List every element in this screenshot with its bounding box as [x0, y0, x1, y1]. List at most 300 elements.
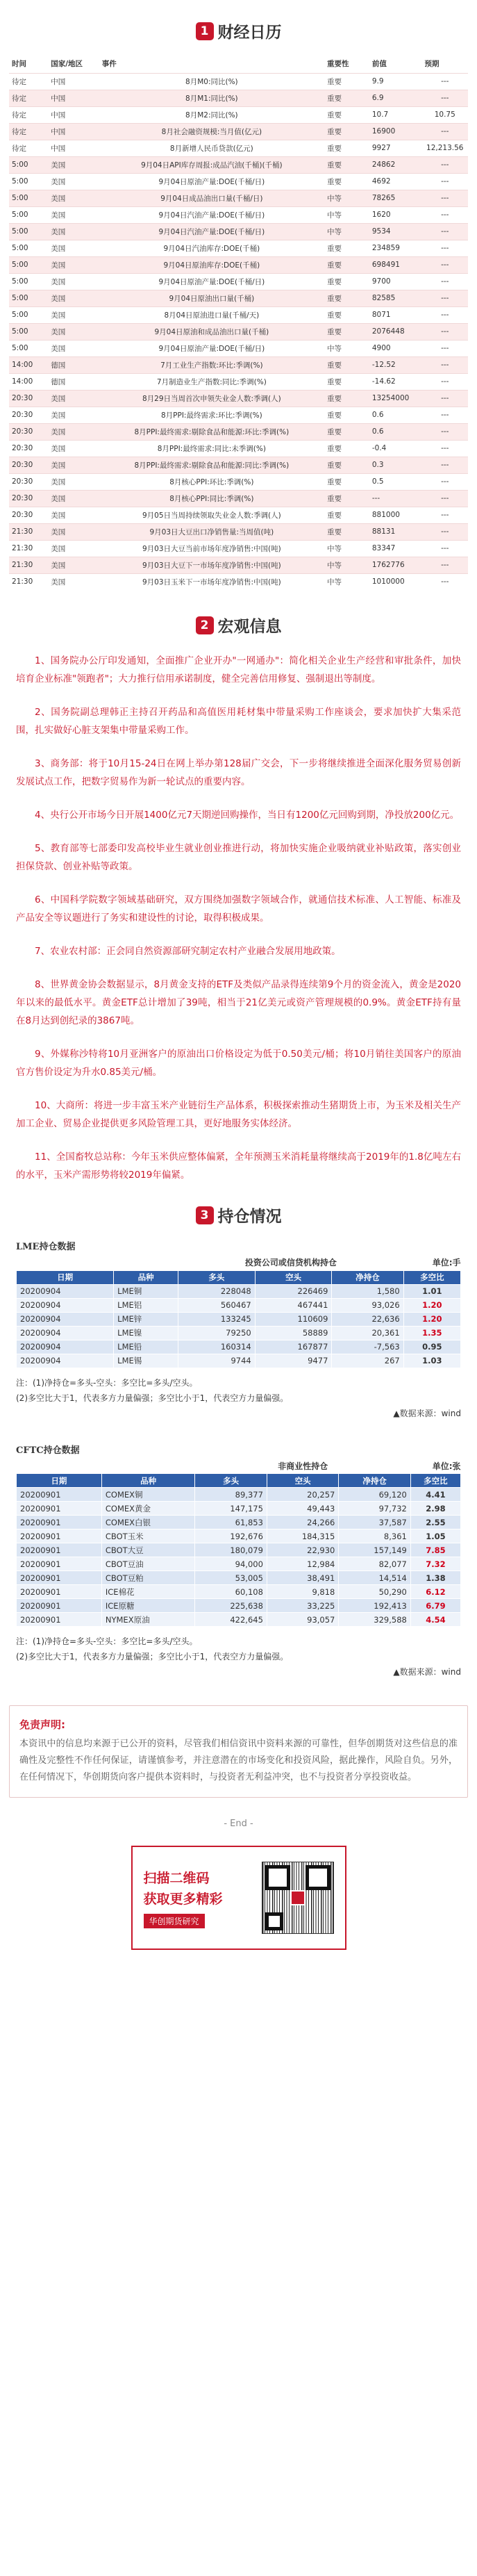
calendar-row: [9, 273, 468, 290]
calendar-row: [9, 323, 468, 340]
news-item: 9、外媒称沙特将10月亚洲客户的原油出口价格设定为低于0.50美元/桶；将10月销往美国客户的原油官方售价设定为升水0.85美元/桶。: [16, 1049, 461, 1078]
lme-body: [17, 1284, 461, 1368]
calendar-row: [9, 440, 468, 457]
cell-short: 22,930: [267, 1543, 338, 1557]
cell-region: 美国: [48, 473, 99, 490]
cell-event: 8月M2:同比(%): [99, 106, 324, 123]
col-header-date: 日期: [17, 1474, 102, 1488]
cell-time: 14:00: [9, 373, 48, 390]
news-item: 5、教育部等七部委印发高校毕业生就业创业推进行动，将加快实施企业吸纳就业补贴政策，落实创业担保贷款、创业补贴等政策。: [16, 843, 461, 872]
cell-region: 美国: [48, 340, 99, 356]
cell-event: 8月M1:同比(%): [99, 90, 324, 106]
cftc-block: [9, 1443, 468, 1678]
cell-previous: 234859: [369, 240, 422, 256]
cell-net: -7,563: [332, 1340, 403, 1354]
cell-product: LME镍: [114, 1326, 178, 1340]
cell-forecast: ---: [422, 90, 468, 106]
cell-time: 待定: [9, 123, 48, 140]
cftc-group-row: [17, 1459, 461, 1474]
cell-product: COMEX白银: [101, 1516, 195, 1529]
calendar-row: [9, 223, 468, 240]
cell-region: 美国: [48, 290, 99, 306]
cell-net: 8,361: [339, 1529, 410, 1543]
cell-long: 225,638: [195, 1599, 267, 1613]
calendar-row: [9, 173, 468, 190]
cell-event: 8月04日原油进口量(千桶/天): [99, 306, 324, 323]
cell-importance: 重要: [324, 306, 369, 323]
calendar-row: [9, 573, 468, 590]
note-line: (2)多空比大于1，代表多方力量偏强；多空比小于1，代表空方力量偏强。: [16, 1652, 289, 1662]
cell-event: 8月核心PPI:环比:季调(%): [99, 473, 324, 490]
cell-forecast: ---: [422, 340, 468, 356]
cell-previous: 9534: [369, 223, 422, 240]
cell-product: CBOT大豆: [101, 1543, 195, 1557]
col-header-event: 事件: [99, 55, 324, 73]
cell-event: 8月PPI:最终需求:剔除食品和能源:同比:季调(%): [99, 457, 324, 473]
cell-product: NYMEX原油: [101, 1613, 195, 1627]
cell-long: 89,377: [195, 1488, 267, 1502]
cell-forecast: ---: [422, 507, 468, 523]
cftc-title: CFTC持仓数据: [16, 1445, 80, 1456]
cftc-table: [16, 1459, 461, 1627]
cell-importance: 重要: [324, 356, 369, 373]
cell-previous: 9.9: [369, 73, 422, 90]
cell-forecast: ---: [422, 473, 468, 490]
cell-date: 20200904: [17, 1312, 114, 1326]
col-header-product: 品种: [114, 1270, 178, 1284]
cell-event: 9月04日原油产量:DOE(千桶/日): [99, 273, 324, 290]
cell-date: 20200904: [17, 1340, 114, 1354]
disclaimer-text: 本资讯中的信息均来源于已公开的资料，尽管我们相信资讯中资料来源的可靠性，但华创期货对这些信息的准确性及完整性不作任何保证，请谨慎参考，并注意潜在的市场变化和投资风险，据此操作，风险自负。另外，在任何情况下，华创期货向客户提供本资料时，与投资者无利益冲突，也不与投资者分享投资收益。: [19, 1739, 458, 1782]
cell-short: 58889: [255, 1326, 332, 1340]
cell-time: 待定: [9, 73, 48, 90]
cell-importance: 重要: [324, 90, 369, 106]
cell-ratio: 2.55: [410, 1516, 460, 1529]
cell-region: 美国: [48, 156, 99, 173]
cell-date: 20200901: [17, 1613, 102, 1627]
cell-net: 192,413: [339, 1599, 410, 1613]
cell-forecast: ---: [422, 223, 468, 240]
cell-short: 110609: [255, 1312, 332, 1326]
calendar-row: [9, 373, 468, 390]
cell-product: ICE棉花: [101, 1585, 195, 1599]
section-header-calendar: [9, 19, 468, 42]
cell-importance: 重要: [324, 123, 369, 140]
calendar-row: [9, 256, 468, 273]
cell-importance: 重要: [324, 390, 369, 407]
cell-importance: 中等: [324, 223, 369, 240]
cell-product: ICE原糖: [101, 1599, 195, 1613]
cell-ratio: 1.03: [403, 1354, 460, 1368]
cell-short: 9,818: [267, 1585, 338, 1599]
calendar-row: [9, 390, 468, 407]
cell-net: 97,732: [339, 1502, 410, 1516]
cftc-unit: 单位:张: [432, 1461, 461, 1471]
cell-ratio: 4.54: [410, 1613, 460, 1627]
cell-ratio: 1.05: [410, 1529, 460, 1543]
cell-event: 9月04日成品油出口量(千桶/日): [99, 190, 324, 206]
cell-ratio: 6.79: [410, 1599, 460, 1613]
cell-region: 中国: [48, 123, 99, 140]
cell-region: 德国: [48, 356, 99, 373]
cell-net: 20,361: [332, 1326, 403, 1340]
calendar-row: [9, 240, 468, 256]
cell-long: 79250: [178, 1326, 256, 1340]
cell-event: 9月04日原油出口量(千桶): [99, 290, 324, 306]
cell-time: 20:30: [9, 473, 48, 490]
cftc-source: ▲数据来源：wind: [393, 1667, 461, 1677]
cell-region: 美国: [48, 440, 99, 457]
position-row: [17, 1284, 461, 1298]
cell-time: 5:00: [9, 323, 48, 340]
cell-region: 美国: [48, 273, 99, 290]
cell-region: 美国: [48, 573, 99, 590]
cell-previous: 88131: [369, 523, 422, 540]
position-row: [17, 1298, 461, 1312]
cell-net: 1,580: [332, 1284, 403, 1298]
cell-date: 20200901: [17, 1585, 102, 1599]
cell-importance: 中等: [324, 573, 369, 590]
section-header-macro: [9, 614, 468, 637]
cell-forecast: ---: [422, 423, 468, 440]
cell-event: 8月PPI:最终需求:剔除食品和能源:环比:季调(%): [99, 423, 324, 440]
cell-net: 157,149: [339, 1543, 410, 1557]
cell-long: 94,000: [195, 1557, 267, 1571]
cell-previous: 0.6: [369, 423, 422, 440]
qr-text-block: [144, 1868, 223, 1928]
cell-forecast: ---: [422, 323, 468, 340]
cftc-group-label: 非商业性持仓: [278, 1461, 328, 1471]
cell-region: 美国: [48, 206, 99, 223]
calendar-row: [9, 206, 468, 223]
cell-region: 美国: [48, 490, 99, 507]
cell-region: 美国: [48, 240, 99, 256]
qr-brand: 华创期货研究: [144, 1914, 205, 1928]
cell-forecast: ---: [422, 540, 468, 557]
position-row: [17, 1529, 461, 1543]
cell-ratio: 4.41: [410, 1488, 460, 1502]
cell-previous: 9700: [369, 273, 422, 290]
qr-line-2: 获取更多精彩: [143, 1891, 223, 1907]
cell-forecast: ---: [422, 123, 468, 140]
cell-date: 20200901: [17, 1543, 102, 1557]
cell-time: 5:00: [9, 273, 48, 290]
qr-code-icon[interactable]: [262, 1862, 334, 1934]
calendar-row: [9, 490, 468, 507]
cell-time: 5:00: [9, 256, 48, 273]
cell-importance: 重要: [324, 423, 369, 440]
col-header-product: 品种: [101, 1474, 195, 1488]
lme-source: ▲数据来源：wind: [393, 1408, 461, 1418]
calendar-row: [9, 73, 468, 90]
cell-region: 美国: [48, 223, 99, 240]
cell-region: 中国: [48, 140, 99, 156]
cell-forecast: ---: [422, 156, 468, 173]
col-header-net: 净持仓: [339, 1474, 410, 1488]
cell-forecast: 12,213.56: [422, 140, 468, 156]
position-row: [17, 1543, 461, 1557]
cell-importance: 重要: [324, 507, 369, 523]
cell-ratio: 6.12: [410, 1585, 460, 1599]
col-header-time: 时间: [9, 55, 48, 73]
cell-importance: 重要: [324, 523, 369, 540]
cell-previous: 698491: [369, 256, 422, 273]
cell-short: 467441: [255, 1298, 332, 1312]
cell-time: 5:00: [9, 223, 48, 240]
col-header-short: 空头: [267, 1474, 338, 1488]
position-row: [17, 1326, 461, 1340]
cell-previous: -12.52: [369, 356, 422, 373]
cell-region: 美国: [48, 173, 99, 190]
cell-forecast: ---: [422, 356, 468, 373]
cell-previous: 82585: [369, 290, 422, 306]
cell-product: LME铅: [114, 1340, 178, 1354]
cell-region: 美国: [48, 457, 99, 473]
cftc-notes: [16, 1634, 461, 1664]
position-row: [17, 1502, 461, 1516]
news-item: 3、商务部：将于10月15-24日在网上举办第128届广交会，下一步将继续推进全面深化服务贸易创新发展试点工作，把数字贸易作为新一轮试点的重要内容。: [16, 758, 461, 787]
qr-card: [131, 1846, 346, 1950]
cell-time: 待定: [9, 106, 48, 123]
cell-previous: 9927: [369, 140, 422, 156]
cell-ratio: 1.38: [410, 1571, 460, 1585]
cell-previous: 1010000: [369, 573, 422, 590]
cell-time: 5:00: [9, 290, 48, 306]
cell-short: 24,266: [267, 1516, 338, 1529]
calendar-row: [9, 473, 468, 490]
cell-previous: 10.7: [369, 106, 422, 123]
cftc-body: [17, 1488, 461, 1627]
cell-importance: 中等: [324, 340, 369, 356]
cell-long: 160314: [178, 1340, 256, 1354]
col-header-importance: 重要性: [324, 55, 369, 73]
col-header-net: 净持仓: [332, 1270, 403, 1284]
cell-previous: 16900: [369, 123, 422, 140]
cell-time: 14:00: [9, 356, 48, 373]
cell-ratio: 1.20: [403, 1298, 460, 1312]
cell-region: 美国: [48, 390, 99, 407]
qr-line-1: 扫描二维码: [143, 1870, 210, 1886]
cell-region: 美国: [48, 423, 99, 440]
calendar-header-row: [9, 55, 468, 73]
cell-date: 20200901: [17, 1529, 102, 1543]
cell-net: 37,587: [339, 1516, 410, 1529]
col-header-ratio: 多空比: [410, 1474, 460, 1488]
calendar-body: [9, 73, 468, 590]
cell-region: 美国: [48, 323, 99, 340]
cell-net: 82,077: [339, 1557, 410, 1571]
cell-event: 9月04日原油库存:DOE(千桶): [99, 256, 324, 273]
macro-news-list: [9, 649, 468, 1184]
cell-forecast: ---: [422, 190, 468, 206]
cell-previous: ---: [369, 490, 422, 507]
col-header-long: 多头: [195, 1474, 267, 1488]
cell-region: 德国: [48, 373, 99, 390]
col-header-long: 多头: [178, 1270, 256, 1284]
cell-time: 20:30: [9, 440, 48, 457]
calendar-row: [9, 407, 468, 423]
note-line: (2)多空比大于1，代表多方力量偏强；多空比小于1，代表空方力量偏强。: [16, 1393, 289, 1403]
lme-header-row: [17, 1270, 461, 1284]
cell-ratio: 1.20: [403, 1312, 460, 1326]
cell-ratio: 7.32: [410, 1557, 460, 1571]
cell-date: 20200901: [17, 1571, 102, 1585]
cell-previous: 13254000: [369, 390, 422, 407]
calendar-row: [9, 140, 468, 156]
cell-forecast: ---: [422, 290, 468, 306]
cell-previous: 83347: [369, 540, 422, 557]
cell-importance: 重要: [324, 256, 369, 273]
cell-forecast: ---: [422, 457, 468, 473]
cell-forecast: ---: [422, 523, 468, 540]
cell-product: CBOT豆粕: [101, 1571, 195, 1585]
cell-previous: 2076448: [369, 323, 422, 340]
cell-long: 192,676: [195, 1529, 267, 1543]
cell-ratio: 2.98: [410, 1502, 460, 1516]
cell-event: 9月03日大豆出口净销售量:当周值(吨): [99, 523, 324, 540]
cell-time: 5:00: [9, 306, 48, 323]
col-header-forecast: 预期: [422, 55, 468, 73]
calendar-row: [9, 356, 468, 373]
section-header-positions: [9, 1204, 468, 1227]
calendar-table: [9, 55, 468, 590]
section-title: 财经日历: [217, 24, 282, 42]
position-row: [17, 1585, 461, 1599]
cell-product: LME锡: [114, 1354, 178, 1368]
cell-event: 9月04日汽油产量:DOE(千桶/日): [99, 206, 324, 223]
calendar-row: [9, 457, 468, 473]
section-number: 2: [196, 616, 214, 634]
cell-short: 9477: [255, 1354, 332, 1368]
cell-short: 12,984: [267, 1557, 338, 1571]
cell-short: 167877: [255, 1340, 332, 1354]
cell-short: 33,225: [267, 1599, 338, 1613]
cell-time: 21:30: [9, 557, 48, 573]
news-item: 8、世界黄金协会数据显示，8月黄金支持的ETF及类似产品录得连续第9个月的资金流入，黄金是2020年以来的最低水平。黄金ETF总计增加了39吨，相当于21亿美元或资产管理规模的0.9%。黄金ETF持有量在8月达到创纪录的3867吨。: [16, 979, 461, 1026]
cell-long: 422,645: [195, 1613, 267, 1627]
cell-previous: -14.62: [369, 373, 422, 390]
col-header-ratio: 多空比: [403, 1270, 460, 1284]
cell-date: 20200904: [17, 1284, 114, 1298]
cell-ratio: 1.35: [403, 1326, 460, 1340]
position-row: [17, 1571, 461, 1585]
cell-forecast: ---: [422, 557, 468, 573]
calendar-row: [9, 190, 468, 206]
cell-short: 93,057: [267, 1613, 338, 1627]
cell-product: COMEX黄金: [101, 1502, 195, 1516]
cell-forecast: ---: [422, 573, 468, 590]
cell-importance: 中等: [324, 206, 369, 223]
cell-forecast: ---: [422, 206, 468, 223]
cell-forecast: ---: [422, 256, 468, 273]
cell-event: 9月04日汽油库存:DOE(千桶): [99, 240, 324, 256]
cell-forecast: ---: [422, 273, 468, 290]
cell-product: CBOT玉米: [101, 1529, 195, 1543]
cell-region: 美国: [48, 557, 99, 573]
cell-event: 9月04日汽油产量:DOE(千桶/日): [99, 223, 324, 240]
lme-table: [16, 1255, 461, 1368]
position-row: [17, 1599, 461, 1613]
calendar-row: [9, 106, 468, 123]
cell-previous: 6.9: [369, 90, 422, 106]
cell-short: 20,257: [267, 1488, 338, 1502]
cell-previous: 0.3: [369, 457, 422, 473]
cell-time: 5:00: [9, 156, 48, 173]
cell-importance: 重要: [324, 240, 369, 256]
cell-importance: 中等: [324, 540, 369, 557]
col-header-previous: 前值: [369, 55, 422, 73]
cell-date: 20200904: [17, 1298, 114, 1312]
position-row: [17, 1488, 461, 1502]
cell-importance: 重要: [324, 457, 369, 473]
cell-time: 待定: [9, 140, 48, 156]
cell-time: 5:00: [9, 240, 48, 256]
cell-region: 美国: [48, 540, 99, 557]
note-line: 注：(1)净持仓=多头-空头：多空比=多头/空头。: [16, 1377, 198, 1388]
position-row: [17, 1340, 461, 1354]
cell-forecast: ---: [422, 440, 468, 457]
cell-time: 20:30: [9, 407, 48, 423]
cell-event: 7月工业生产指数:环比:季调(%): [99, 356, 324, 373]
cell-importance: 重要: [324, 173, 369, 190]
cell-event: 8月M0:同比(%): [99, 73, 324, 90]
qr-logo-icon: [290, 1890, 306, 1905]
cell-event: 9月05日当周持续领取失业金人数:季调(人): [99, 507, 324, 523]
section-number: 3: [196, 1206, 214, 1224]
cell-importance: 重要: [324, 106, 369, 123]
news-item: 7、农业农村部：正会同自然资源部研究制定农村产业融合发展用地政策。: [35, 946, 341, 957]
cell-forecast: ---: [422, 73, 468, 90]
calendar-row: [9, 423, 468, 440]
calendar-row: [9, 123, 468, 140]
cell-previous: 4692: [369, 173, 422, 190]
calendar-row: [9, 507, 468, 523]
news-item: 1、国务院办公厅印发通知，全面推广企业开办"一网通办"：简化相关企业生产经营和审批条件，加快培育企业标准"领跑者"；大力推行信用承诺制度，健全完善信用修复、强制退出等制度。: [16, 655, 461, 684]
disclaimer-title: 免责声明:: [19, 1718, 65, 1731]
col-header-date: 日期: [17, 1270, 114, 1284]
cell-time: 21:30: [9, 523, 48, 540]
cell-date: 20200901: [17, 1502, 102, 1516]
cell-forecast: ---: [422, 407, 468, 423]
cell-long: 53,005: [195, 1571, 267, 1585]
cell-importance: 重要: [324, 140, 369, 156]
cell-time: 20:30: [9, 490, 48, 507]
calendar-row: [9, 557, 468, 573]
cell-time: 20:30: [9, 390, 48, 407]
news-item: 6、中国科学院数字领域基础研究，双方围绕加强数字领域合作，就通信技术标准、人工智能、标准及产品安全等议题进行了务实和建设性的讨论，取得积极成果。: [16, 894, 461, 924]
cell-previous: 1620: [369, 206, 422, 223]
cell-previous: 78265: [369, 190, 422, 206]
cell-importance: 重要: [324, 73, 369, 90]
position-row: [17, 1354, 461, 1368]
cell-event: 9月04日原油产量:DOE(千桶/日): [99, 340, 324, 356]
cell-forecast: ---: [422, 373, 468, 390]
cell-importance: 重要: [324, 290, 369, 306]
cell-importance: 重要: [324, 440, 369, 457]
cell-ratio: 0.95: [403, 1340, 460, 1354]
cell-net: 329,588: [339, 1613, 410, 1627]
cell-importance: 重要: [324, 323, 369, 340]
cell-forecast: ---: [422, 390, 468, 407]
cell-short: 184,315: [267, 1529, 338, 1543]
lme-title: LME持仓数据: [16, 1242, 76, 1252]
calendar-row: [9, 540, 468, 557]
section-title: 宏观信息: [217, 618, 282, 636]
cell-region: 美国: [48, 306, 99, 323]
cell-net: 69,120: [339, 1488, 410, 1502]
cell-previous: 881000: [369, 507, 422, 523]
cell-product: COMEX铜: [101, 1488, 195, 1502]
